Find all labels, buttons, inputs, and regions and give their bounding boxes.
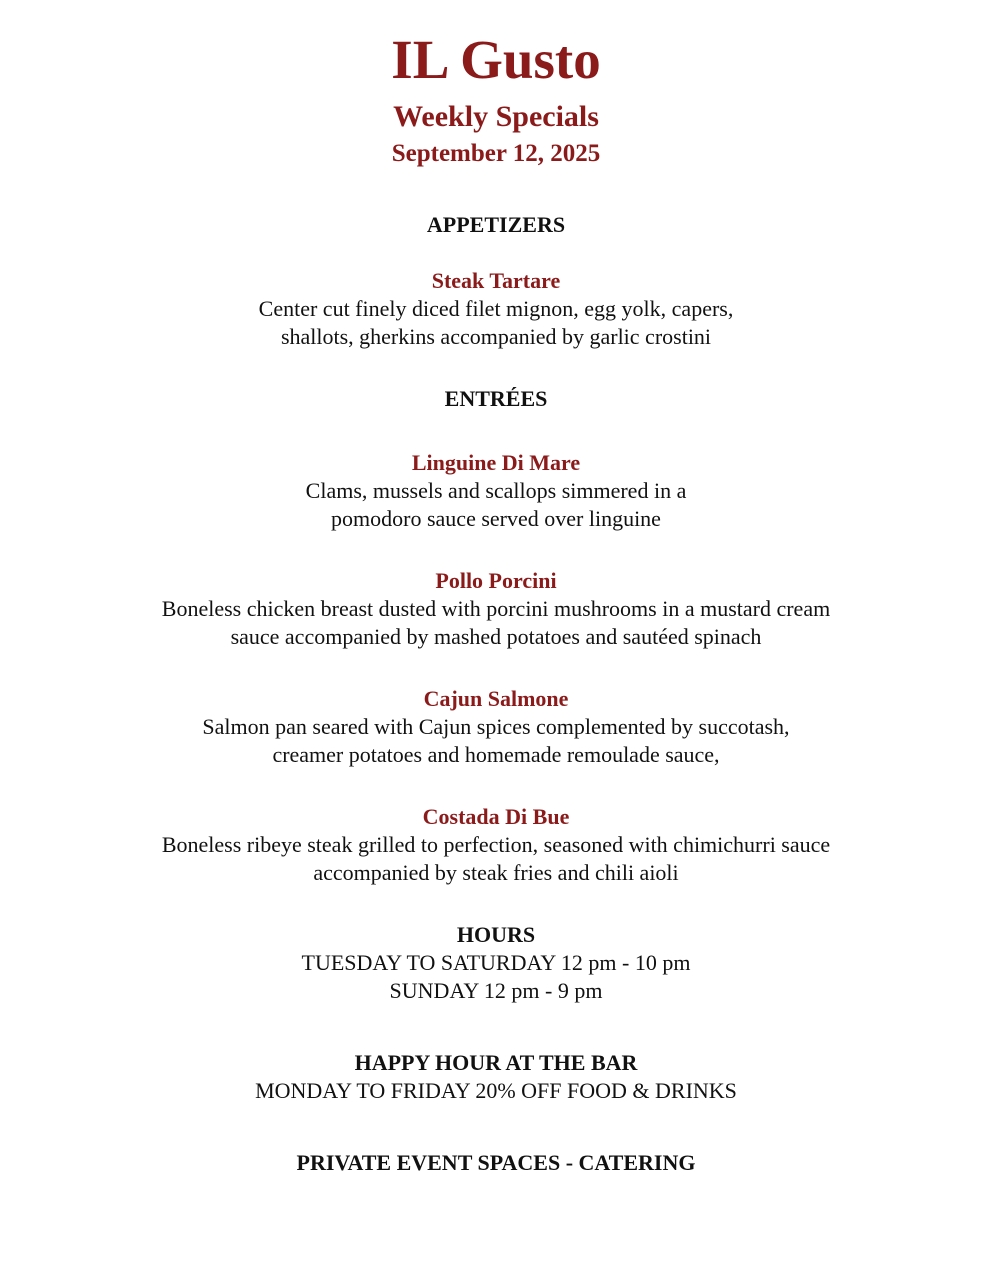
item-description-line: Boneless chicken breast dusted with porcini mushrooms in a mustard cream [161,596,831,622]
menu-item-linguine-di-mare [40,449,952,533]
section-appetizers [40,211,952,351]
menu-header [40,28,952,169]
hours-heading: HOURS [456,922,536,948]
happy-hour-line: MONDAY TO FRIDAY 20% OFF FOOD & DRINKS [255,1078,737,1104]
item-description-line: creamer potatoes and homemade remoulade sauce, [272,742,720,768]
item-name: Linguine Di Mare [411,450,581,476]
item-description-line: Salmon pan seared with Cajun spices complemented by succotash, [202,714,790,740]
menu-date: September 12, 2025 [391,140,601,168]
private-events-heading: PRIVATE EVENT SPACES - CATERING [296,1150,696,1176]
item-description-line: shallots, gherkins accompanied by garlic crostini [280,324,712,350]
item-description-line: Boneless ribeye steak grilled to perfection, seasoned with chimichurri sauce [161,832,831,858]
section-heading-entrees: ENTRÉES [444,386,548,412]
section-entrees [40,385,952,887]
item-name: Cajun Salmone [423,686,569,712]
happy-hour-block [40,1049,952,1105]
item-description-line: Center cut finely diced filet mignon, egg yolk, capers, [258,296,734,322]
item-description-line: Clams, mussels and scallops simmered in a [305,478,687,504]
item-name: Pollo Porcini [435,568,557,594]
hours-line: TUESDAY TO SATURDAY 12 pm - 10 pm [301,950,691,976]
item-description-line: sauce accompanied by mashed potatoes and sautéed spinach [230,624,762,650]
menu-footer [40,921,952,1177]
menu-item-costada-di-bue [40,803,952,887]
item-description-line: accompanied by steak fries and chili aioli [313,860,679,886]
menu-subtitle: Weekly Specials [393,100,599,134]
item-description-line: pomodoro sauce served over linguine [331,506,661,532]
happy-hour-heading: HAPPY HOUR AT THE BAR [354,1050,638,1076]
item-name: Steak Tartare [431,268,561,294]
hours-block [40,921,952,1005]
menu-item-pollo-porcini [40,567,952,651]
menu-item-steak-tartare [40,267,952,351]
menu-item-cajun-salmone [40,685,952,769]
section-heading-appetizers: APPETIZERS [426,212,566,238]
hours-line: SUNDAY 12 pm - 9 pm [389,978,603,1004]
restaurant-name: IL Gusto [391,29,601,90]
private-events-block [40,1149,952,1177]
item-name: Costada Di Bue [422,804,570,830]
